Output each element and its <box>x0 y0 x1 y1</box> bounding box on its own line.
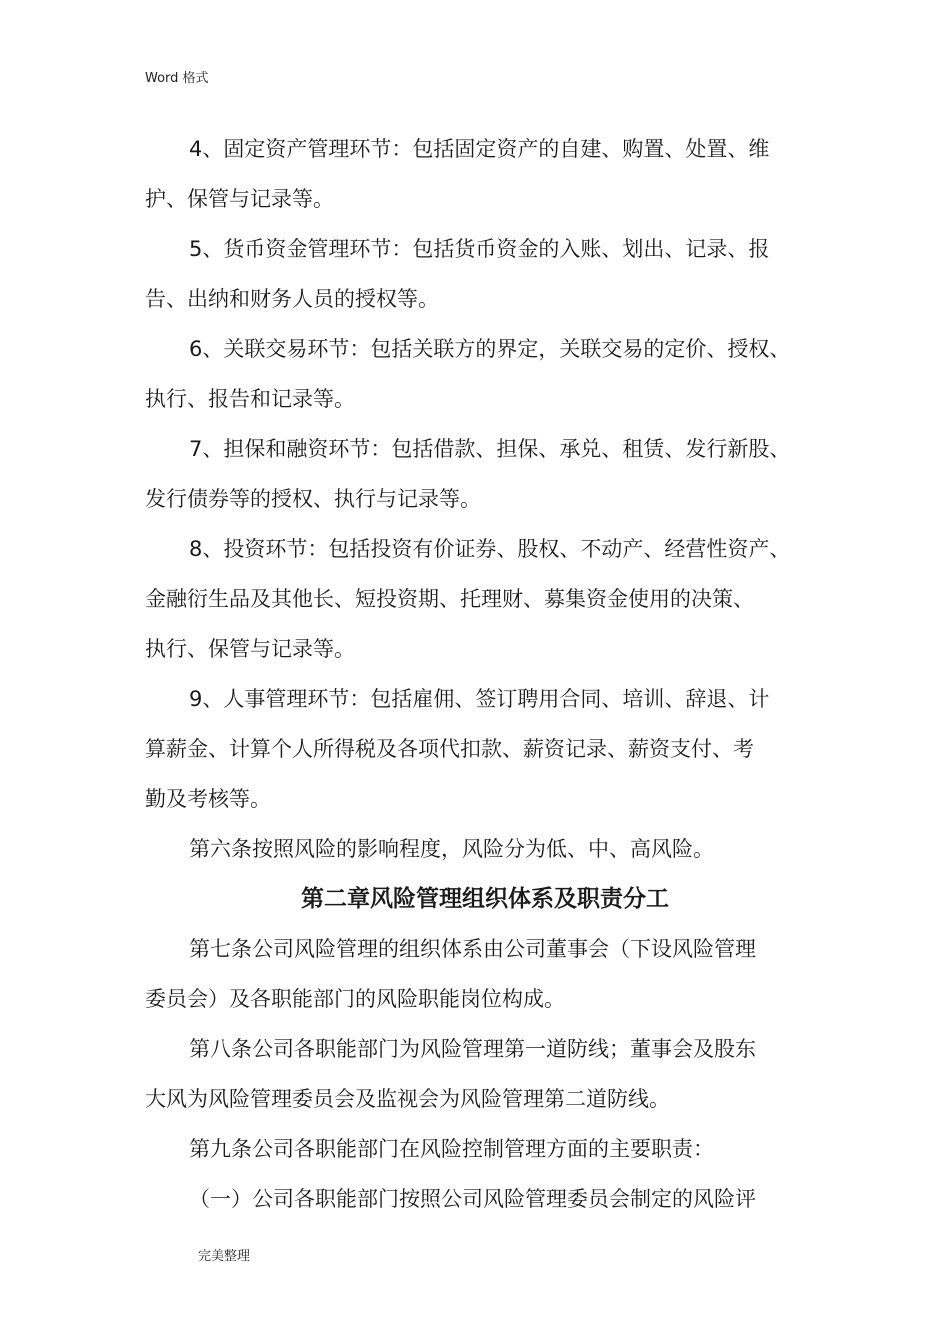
paragraph-line: 第六条按照风险的影响程度，风险分为低、中、高风险。 <box>189 837 714 861</box>
paragraph-line: 大风为风险管理委员会及监视会为风险管理第二道防线。 <box>145 1087 670 1111</box>
paragraph-line: （一）公司各职能部门按照公司风险管理委员会制定的风险评 <box>189 1187 756 1211</box>
paragraph-line: 9、人事管理环节：包括雇佣、签订聘用合同、培训、辞退、计 <box>189 687 770 711</box>
paragraph-line: 4、固定资产管理环节：包括固定资产的自建、购置、处置、维 <box>189 137 770 161</box>
paragraph-line: 发行债券等的授权、执行与记录等。 <box>145 487 481 511</box>
paragraph-line: 委员会）及各职能部门的风险职能岗位构成。 <box>145 987 565 1011</box>
paragraph-item-7 <box>145 424 825 524</box>
paragraph-line: 第九条公司各职能部门在风险控制管理方面的主要职责： <box>189 1137 714 1161</box>
paragraph-item-8 <box>145 524 825 674</box>
paragraph-line: 8、投资环节：包括投资有价证券、股权、不动产、经营性资产、 <box>189 537 791 561</box>
paragraph-line: 勤及考核等。 <box>145 787 271 811</box>
paragraph-line: 护、保管与记录等。 <box>145 187 334 211</box>
paragraph-item-4 <box>145 124 825 224</box>
article-6 <box>145 824 825 874</box>
article-9 <box>145 1124 825 1174</box>
paragraph-line: 第七条公司风险管理的组织体系由公司董事会（下设风险管理 <box>189 937 756 961</box>
paragraph-line: 执行、报告和记录等。 <box>145 387 355 411</box>
article-8 <box>145 1024 825 1124</box>
document-body <box>145 124 825 1224</box>
paragraph-line: 5、货币资金管理环节：包括货币资金的入账、划出、记录、报 <box>189 237 770 261</box>
paragraph-line: 告、出纳和财务人员的授权等。 <box>145 287 439 311</box>
paragraph-line: 算薪金、计算个人所得税及各项代扣款、薪资记录、薪资支付、考 <box>145 737 754 761</box>
page-header: Word 格式 <box>145 71 209 86</box>
article-7 <box>145 924 825 1024</box>
paragraph-line: 第八条公司各职能部门为风险管理第一道防线；董事会及股东 <box>189 1037 756 1061</box>
paragraph-line: 6、关联交易环节：包括关联方的界定，关联交易的定价、授权、 <box>189 337 791 361</box>
article-9-item-1 <box>145 1174 825 1224</box>
paragraph-item-9 <box>145 674 825 824</box>
paragraph-line: 执行、保管与记录等。 <box>145 637 355 661</box>
paragraph-item-6 <box>145 324 825 424</box>
chapter-heading: 第二章风险管理组织体系及职责分工 <box>301 886 669 912</box>
paragraph-item-5 <box>145 224 825 324</box>
paragraph-line: 金融衍生品及其他长、短投资期、托理财、募集资金使用的决策、 <box>145 587 754 611</box>
page-footer: 完美整理 <box>198 1249 251 1264</box>
paragraph-line: 7、担保和融资环节：包括借款、担保、承兑、租赁、发行新股、 <box>189 437 791 461</box>
